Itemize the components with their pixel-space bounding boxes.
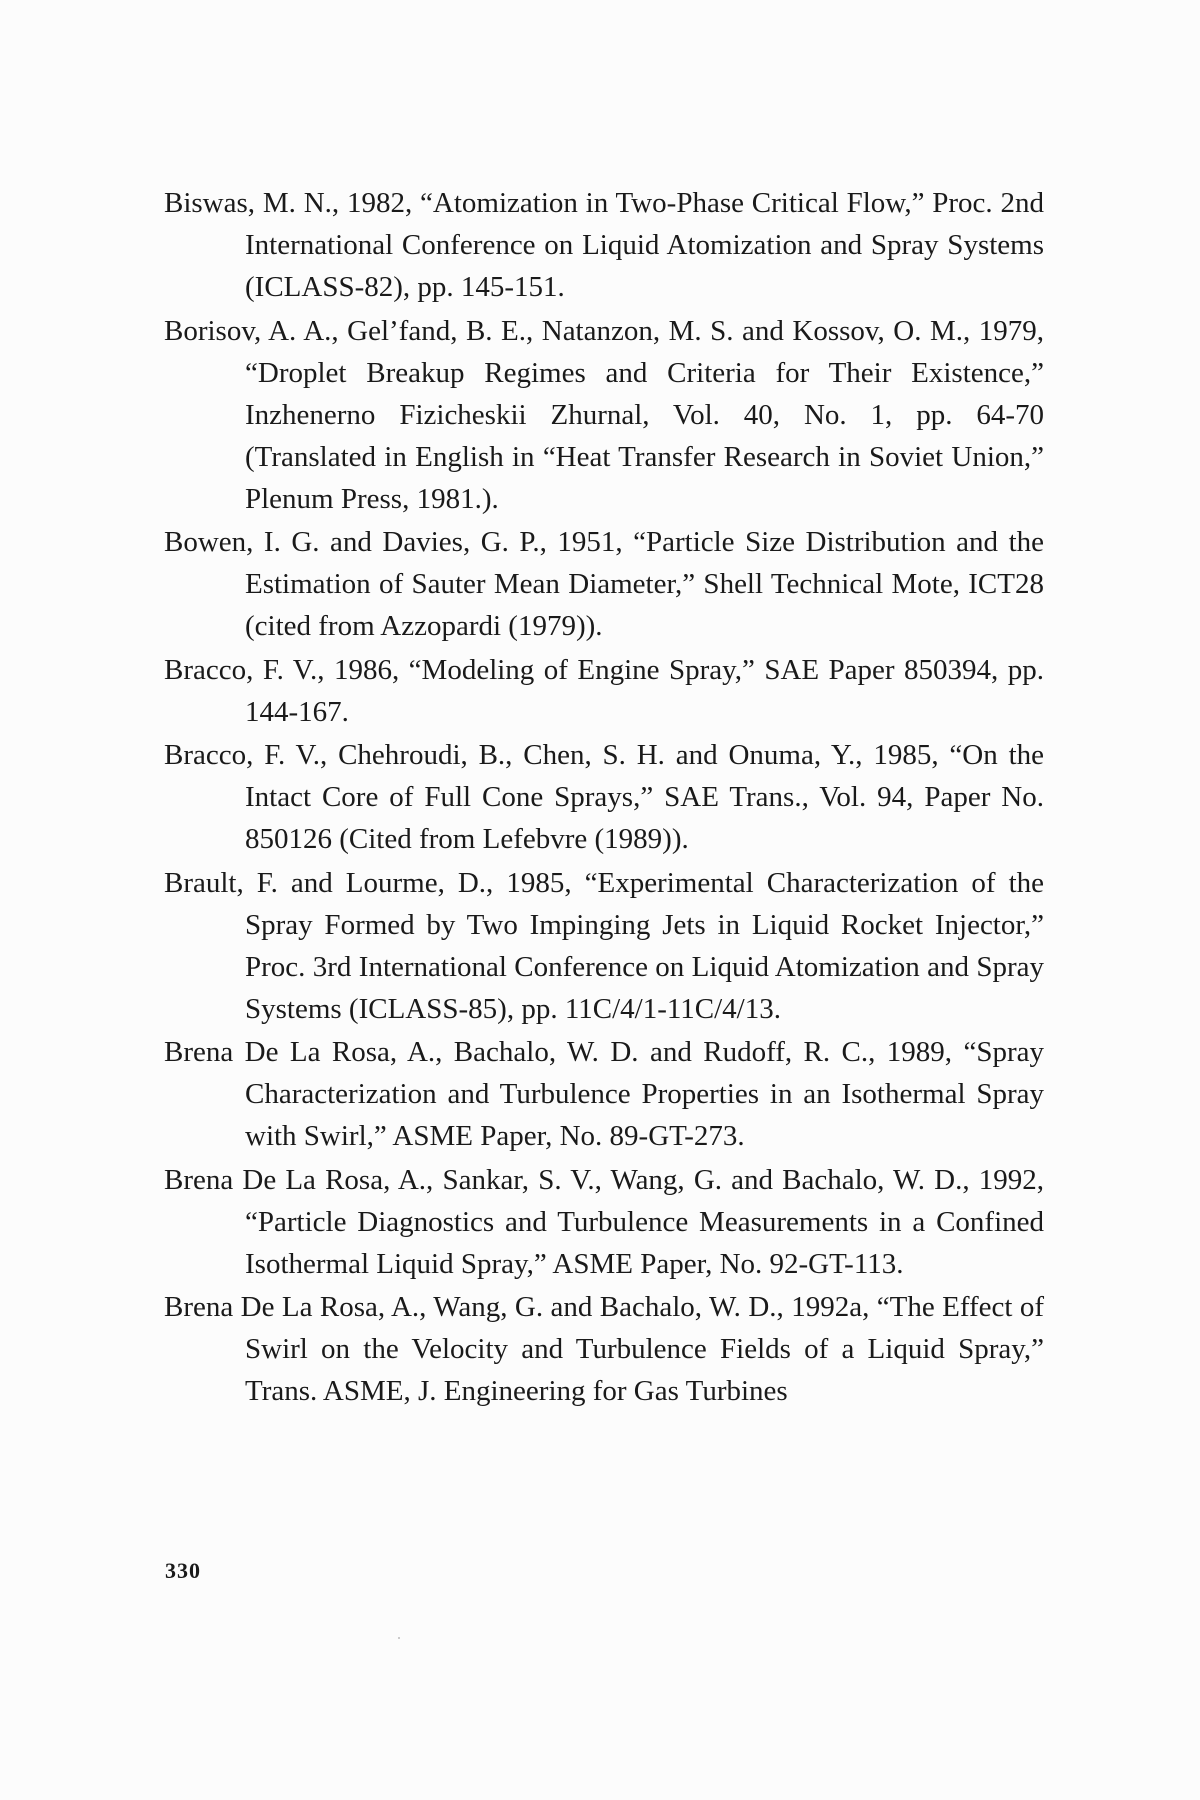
reference-entry: Bowen, I. G. and Davies, G. P., 1951, “Particle Size Distribution and the Estimation of Sauter Mean Diameter,” Shell Technical Mote, ICT28 (cited from Azzopardi (1979)). [164,526,1044,642]
reference-entry: Biswas, M. N., 1982, “Atomization in Two-Phase Critical Flow,” Proc. 2nd International Conference on Liquid Atomization and Spray Systems (ICLASS-82), pp. 145-151. [164,187,1044,303]
reference-list [164,182,1044,1414]
reference-entry: Brena De La Rosa, A., Bachalo, W. D. and Rudoff, R. C., 1989, “Spray Characterization and Turbulence Properties in an Isothermal Spray with Swirl,” ASME Paper, No. 89-GT-273. [164,1036,1044,1152]
reference-entry: Bracco, F. V., 1986, “Modeling of Engine Spray,” SAE Paper 850394, pp. 144-167. [164,653,1044,728]
reference-entry: Bracco, F. V., Chehroudi, B., Chen, S. H. and Onuma, Y., 1985, “On the Intact Core of Full Cone Sprays,” SAE Trans., Vol. 94, Paper No. 850126 (Cited from Lefebvre (1989)). [164,739,1044,855]
reference-entry: Brena De La Rosa, A., Wang, G. and Bachalo, W. D., 1992a, “The Effect of Swirl on the Velocity and Turbulence Fields of a Liquid Spray,” Trans. ASME, J. Engineering for Gas Turbines [164,1291,1044,1407]
reference-entry: Brena De La Rosa, A., Sankar, S. V., Wang, G. and Bachalo, W. D., 1992, “Particle Diagnostics and Turbulence Measurements in a Confined Isothermal Liquid Spray,” ASME Paper, No. 92-GT-113. [164,1163,1044,1280]
page-number: 330 [165,1558,201,1583]
reference-entry: Borisov, A. A., Gel’fand, B. E., Natanzon, M. S. and Kossov, O. M., 1979, “Droplet Breakup Regimes and Criteria for Their Existence,” Inzhenerno Fizicheskii Zhurnal, Vol. 40, No. 1, pp. 64-70 (Translated in English in “Heat Transfer Research in Soviet Union,” Plenum Press, 1981.). [164,314,1044,515]
reference-entry: Brault, F. and Lourme, D., 1985, “Experimental Characterization of the Spray Formed by Two Impinging Jets in Liquid Rocket Injector,” Proc. 3rd International Conference on Liquid Atomization and Spray Systems (ICLASS-85), pp. 11C/4/1-11C/4/13. [164,866,1044,1025]
scan-speck [398,1637,400,1639]
